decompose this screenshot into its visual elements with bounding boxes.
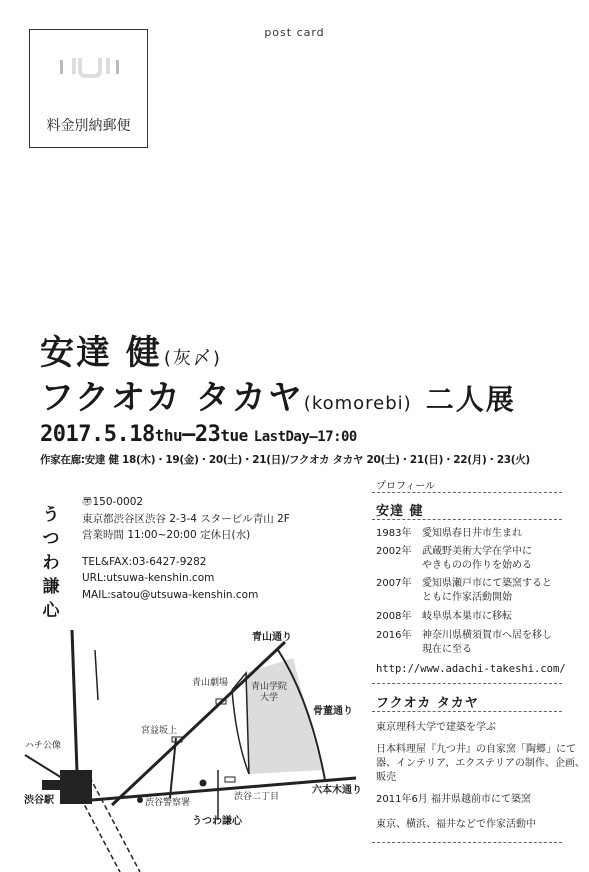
station-block [60,770,92,804]
history-year: 2002年 [376,546,412,557]
history-row [376,545,532,573]
end-day: tue [220,426,248,445]
artist2-line6: 東京、横浜、福井などで作家活動中 [376,819,536,830]
map-roppongi-dori: 六本木通り [312,785,362,796]
map-miyamasu: 宮益坂上 [141,726,178,736]
stamp-text: 料金別納郵便 [46,118,131,134]
artist1-url[interactable]: http://www.adachi-takeshi.com/ [376,663,566,675]
last-day: LastDay–17:00 [253,429,357,445]
shop-tel: TEL&FAX:03-6427-9282 [82,555,207,568]
profile-artist1-name: 安達 健 [376,504,424,519]
map-aoyama-gakuin: 青山学院 大学 [251,682,288,703]
map-aoyama-theater: 青山劇場 [192,678,229,688]
map-police: 渋谷警察署 [145,798,191,808]
history-row [376,527,522,541]
access-map [0,620,370,872]
artist2-line5: 2011年6月 福井県越前市にて築窯 [376,794,531,805]
artist2-title [40,370,516,419]
profile-divider [372,711,562,712]
map-shibuya-2chome: 渋谷二丁目 [234,792,280,802]
shop-mail[interactable]: MAIL:satou@utsuwa-kenshin.com [82,588,259,601]
history-text: 愛知県春日井市生まれ [422,528,522,539]
artist-presence: 作家在廊:安達 健 18(木)・19(金)・20(土)・21(日)/フクオカ タカヤ 20(土)・21(日)・22(月)・23(火) [40,454,530,466]
postage-stamp-box [29,29,148,148]
shop-postal: 〠150-0002 [82,496,144,508]
university-area [246,658,322,774]
shop-info [82,494,290,603]
history-text: 愛知県瀬戸市にて築窯すると ともに作家活動開始 [422,578,552,603]
profile-artist2-name: フクオカ タカヤ [376,696,479,711]
map-shop-label: うつわ謙心 [192,816,242,827]
date-dash: – [182,422,195,447]
exhibit-label: 二人展 [425,383,516,416]
artist2-line2: 日本料理屋『九つ井』の自家窯「陶郷」にて [376,744,576,755]
map-shibuya-station: 渋谷駅 [24,795,54,806]
profile-divider [372,519,562,520]
end-date: 23 [194,422,221,447]
shop-address: 東京都渋谷区渋谷 2-3-4 スタービル青山 2F [82,512,290,525]
map-hachiko: ハチ公像 [25,741,62,751]
start-date: 2017.5.18 [40,422,155,447]
shop-name: う つ わ 謙 心 [42,505,60,621]
artist2-sub: (komorebi) [303,393,412,414]
artist2-line1: 東京理科大学で建築を学ぶ [376,722,496,733]
shop-hours: 営業時間 11:00~20:00 定休日(水) [82,529,251,541]
profile-heading: プロフィール [376,481,435,492]
artist2-line4: 販売 [376,772,396,783]
history-row [376,629,552,657]
profile-divider [372,492,562,493]
history-text: 岐阜県本巣市に移転 [422,611,512,622]
exhibition-dates [40,422,357,447]
history-year: 2016年 [376,630,412,641]
post-card-label: post card [264,26,325,39]
start-day: thu [154,426,183,445]
history-row [376,610,512,624]
artist2-name: フクオカ タカヤ [40,378,304,418]
artist1-title [40,325,222,374]
artist1-sub: (灰〆) [163,348,222,369]
history-row [376,577,552,605]
artist2-line3: 器、インテリア、エクステリアの制作、企画、 [376,758,585,769]
shop-url[interactable]: URL:utsuwa-kenshin.com [82,572,215,584]
map-aoyama-dori: 青山通り [252,632,292,643]
map-kotto-dori: 骨董通り [313,706,353,717]
shop-marker-dot [200,780,207,787]
stamp-mark-icon [60,58,120,78]
history-year: 2008年 [376,611,412,622]
history-text: 神奈川県横須賀市へ居を移し 現在に至る [422,630,552,655]
history-year: 1983年 [376,528,412,539]
artist1-name: 安達 健 [40,333,162,373]
history-text: 武蔵野美術大学在学中に やきものの作りを始める [422,546,532,571]
history-year: 2007年 [376,578,412,589]
profile-divider [372,683,562,684]
profile-divider [372,842,562,843]
